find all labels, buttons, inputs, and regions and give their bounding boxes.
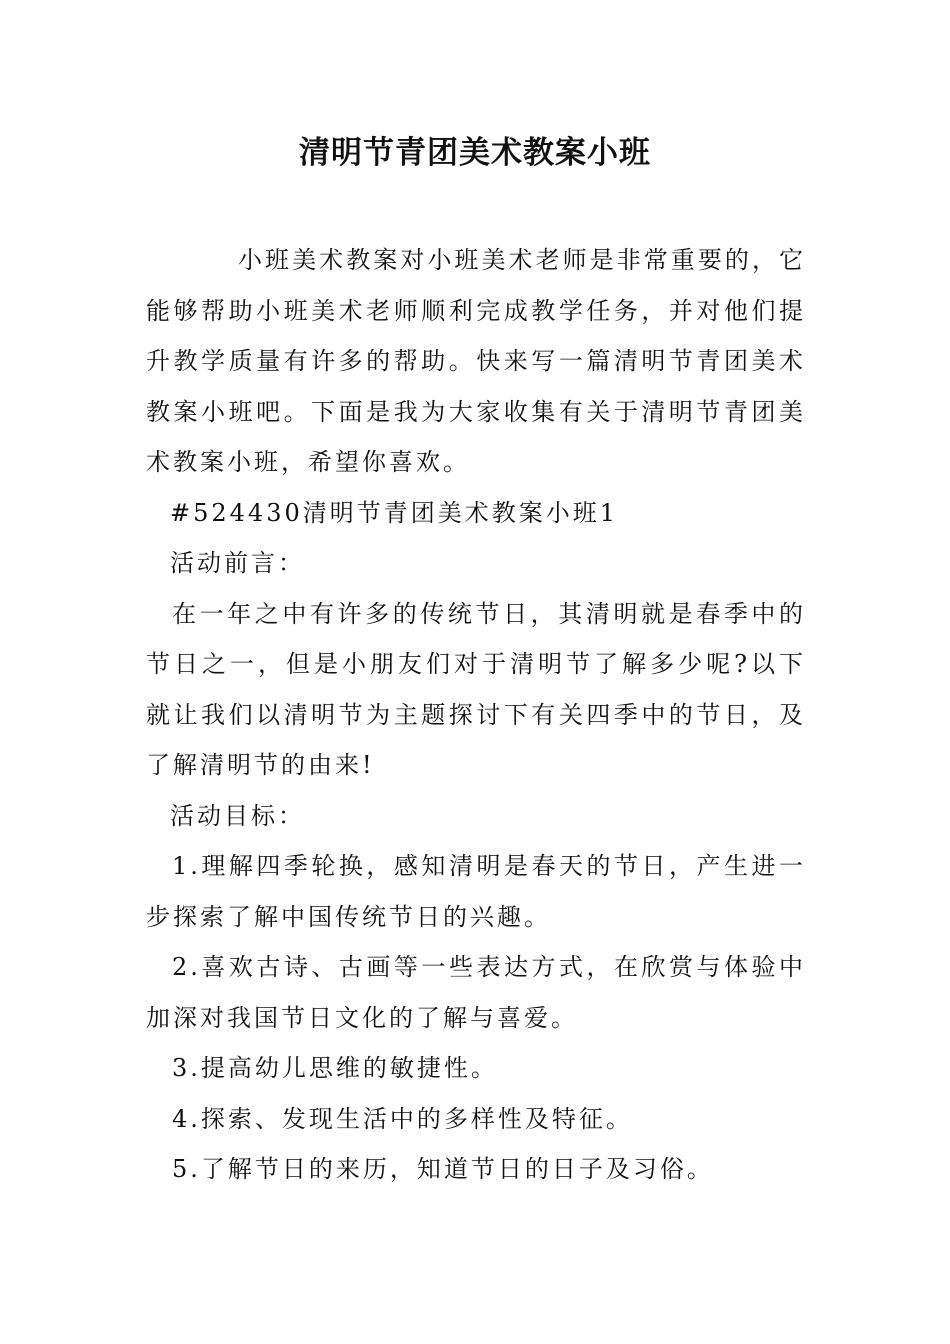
document-title: 清明节青团美术教案小班 [299,135,651,171]
goal-item-2: 2.喜欢古诗、古画等一些表达方式，在欣赏与体验中加深对我国节日文化的了解与喜爱。 [146,953,806,1032]
goal-item-3: 3.提高幼儿思维的敏捷性。 [172,1054,498,1082]
preface-paragraph: 在一年之中有许多的传统节日，其清明就是春季中的节日之一，但是小朋友们对于清明节了解多少呢?以下就让我们以清明节为主题探讨下有关四季中的节日，及了解清明节的由来! [146,599,806,779]
goal-item-5: 5.了解节日的来历，知道节日的日子及习俗。 [172,1155,714,1183]
section-heading: #524430清明节青团美术教案小班1 [170,498,618,527]
document-body [146,235,806,1195]
goal-item-4: 4.探索、发现生活中的多样性及特征。 [172,1104,633,1133]
goals-label: 活动目标： [170,801,305,830]
preface-label: 活动前言： [170,549,305,577]
goal-item-1: 1.理解四季轮换，感知清明是春天的节日，产生进一步探索了解中国传统节日的兴趣。 [146,852,806,931]
intro-paragraph: 小班美术教案对小班美术老师是非常重要的，它能够帮助小班美术老师顺利完成教学任务，并对他们提升教学质量有许多的帮助。快来写一篇清明节青团美术教案小班吧。下面是我为大家收集有关于清明节青团美术教案小班，希望你喜欢。 [146,246,806,476]
